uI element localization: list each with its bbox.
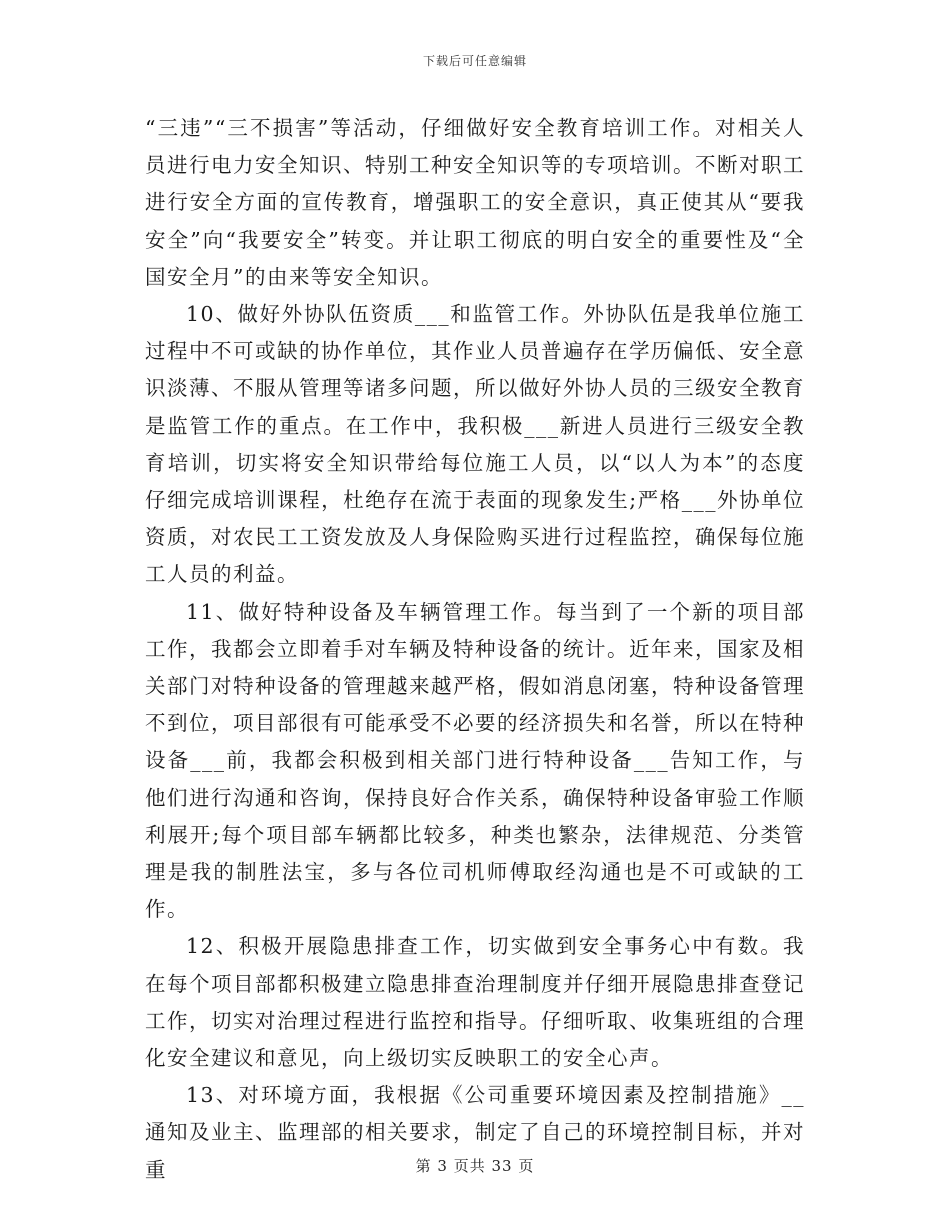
paragraph-item-10: 10、做好外协队伍资质___和监管工作。外协队伍是我单位施工过程中不可或缺的协作单位，其作业人员普遍存在学历偏低、安全意识淡薄、不服从管理等诸多问题，所以做好外协人员的三级安全教育是监管工作的重点。在工作中，我积极___新进人员进行三级安全教育培训，切实将安全知识带给每位施工人员，以“以人为本”的态度仔细完成培训课程，杜绝存在流于表面的现象发生;严格___外协单位资质，对农民工工资发放及人身保险购买进行过程监控，确保每位施工人员的利益。 — [145, 302, 805, 587]
paragraph-continuation: “三违”“三不损害”等活动，仔细做好安全教育培训工作。对相关人员进行电力安全知识、特别工种安全知识等的专项培训。不断对职工进行安全方面的宣传教育，增强职工的安全意识，真正使其从“要我安全”向“我要安全”转变。并让职工彻底的明白安全的重要性及“全国安全月”的由来等安全知识。 — [145, 116, 805, 289]
page-number-footer: 第 3 页共 33 页 — [415, 1157, 535, 1175]
paragraph-item-13: 13、对环境方面，我根据《公司重要环境因素及控制措施》__通知及业主、监理部的相关要求，制定了自己的环境控制目标，并对重 — [145, 1083, 805, 1182]
document-body — [145, 110, 805, 1189]
page-header-note: 下载后可任意编辑 — [422, 54, 527, 68]
paragraph-item-11: 11、做好特种设备及车辆管理工作。每当到了一个新的项目部工作，我都会立即着手对车辆及特种设备的统计。近年来，国家及相关部门对特种设备的管理越来越严格，假如消息闭塞，特种设备管理不到位，项目部很有可能承受不必要的经济损失和名誉，所以在特种设备___前，我都会积极到相关部门进行特种设备___告知工作，与他们进行沟通和咨询，保持良好合作关系，确保特种设备审验工作顺利展开;每个项目部车辆都比较多，种类也繁杂，法律规范、分类管理是我的制胜法宝，多与各位司机师傅取经沟通也是不可或缺的工作。 — [145, 599, 805, 922]
paragraph-item-12: 12、积极开展隐患排查工作，切实做到安全事务心中有数。我在每个项目部都积极建立隐患排查治理制度并仔细开展隐患排查登记工作，切实对治理过程进行监控和指导。仔细听取、收集班组的合理化安全建议和意见，向上级切实反映职工的安全心声。 — [145, 934, 805, 1071]
